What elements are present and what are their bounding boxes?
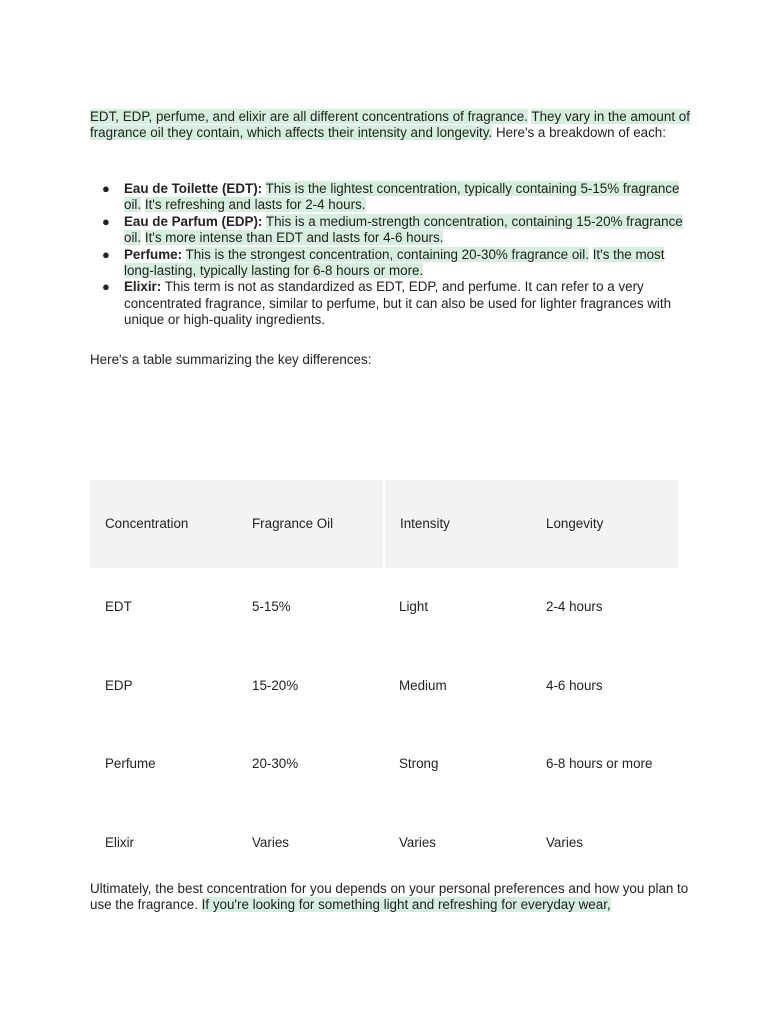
list-item-edt xyxy=(90,181,690,214)
intro-text: Here's a breakdown of each: xyxy=(495,125,666,141)
table-cell: Varies xyxy=(546,834,583,850)
bullet-edp-text-2: It's more intense than EDT and lasts for 4-6 hours. xyxy=(144,230,444,246)
concentration-list xyxy=(90,181,690,329)
header-concentration: Concentration xyxy=(90,480,237,568)
table-row xyxy=(90,804,678,883)
intro-paragraph xyxy=(90,109,690,142)
table-cell: Perfume xyxy=(105,756,156,772)
term-elixir: Elixir: xyxy=(124,279,162,295)
table-cell: EDT xyxy=(105,599,132,615)
bullet-dot-icon: ● xyxy=(102,246,110,262)
table-cell: Light xyxy=(399,599,429,615)
table-cell: EDP xyxy=(105,677,133,693)
table-row xyxy=(90,647,678,726)
table-cell: Medium xyxy=(399,677,447,693)
term-edp: Eau de Parfum (EDP): xyxy=(124,213,263,229)
table-row xyxy=(90,568,678,647)
bullet-edp-text-1: This is a medium-strength concentration, containing 15-20% fragrance oil. xyxy=(124,213,683,246)
bullet-elixir-text: This term is not as standardized as EDT, EDP, and perfume. It can refer to a very concentrated fragrance, similar to perfume, but it can also be used for lighter fragrances with unique or high-quality ingredients. xyxy=(124,279,672,328)
bullet-perfume-text-2: It's the most long-lasting, typically lasting for 6-8 hours or more. xyxy=(124,246,665,279)
bullet-dot-icon: ● xyxy=(102,213,110,229)
table-cell: 6-8 hours or more xyxy=(546,756,653,772)
table-cell: 15-20% xyxy=(252,677,299,693)
header-fragrance-oil: Fragrance Oil xyxy=(237,480,384,568)
table-header-row xyxy=(90,480,678,568)
table-cell: 4-6 hours xyxy=(546,677,603,693)
intro-highlight-1: EDT, EDP, perfume, and elixir are all different concentrations of fragrance. xyxy=(90,109,528,124)
bullet-edt-text-1: This is the lightest concentration, typically containing 5-15% fragrance oil. xyxy=(124,181,680,213)
closing-text: Ultimately, the best concentration for you depends on your personal preferences and how you plan to use the fragrance. xyxy=(90,881,689,913)
table-cell: Strong xyxy=(399,756,439,772)
header-longevity: Longevity xyxy=(531,480,678,568)
summary-table xyxy=(90,480,678,882)
term-edt: Eau de Toilette (EDT): xyxy=(124,181,263,196)
table-cell: 20-30% xyxy=(252,756,299,772)
table-row xyxy=(90,725,678,804)
table-cell: Varies xyxy=(252,834,289,850)
table-cell: Elixir xyxy=(105,834,135,850)
term-perfume: Perfume: xyxy=(124,246,183,262)
intro-highlight-2: They vary in the amount of fragrance oil they contain, which affects their intensity and longevity. xyxy=(90,109,690,141)
table-cell: 2-4 hours xyxy=(546,599,603,615)
bullet-edt-text-2: It's refreshing and lasts for 2-4 hours. xyxy=(144,197,366,213)
table-cell: 5-15% xyxy=(252,599,291,615)
list-item-elixir xyxy=(90,279,690,328)
closing-highlight: If you're looking for something light and refreshing for everyday wear, xyxy=(201,897,611,913)
list-item-perfume xyxy=(90,247,690,280)
table-cell: Varies xyxy=(399,834,436,850)
table-intro: Here's a table summarizing the key differences: xyxy=(90,352,372,367)
header-intensity: Intensity xyxy=(384,480,531,568)
list-item-edp xyxy=(90,214,690,247)
bullet-dot-icon: ● xyxy=(102,181,110,196)
bullet-perfume-text-1: This is the strongest concentration, containing 20-30% fragrance oil. xyxy=(185,246,589,262)
closing-paragraph xyxy=(90,881,690,914)
bullet-dot-icon: ● xyxy=(102,279,110,295)
